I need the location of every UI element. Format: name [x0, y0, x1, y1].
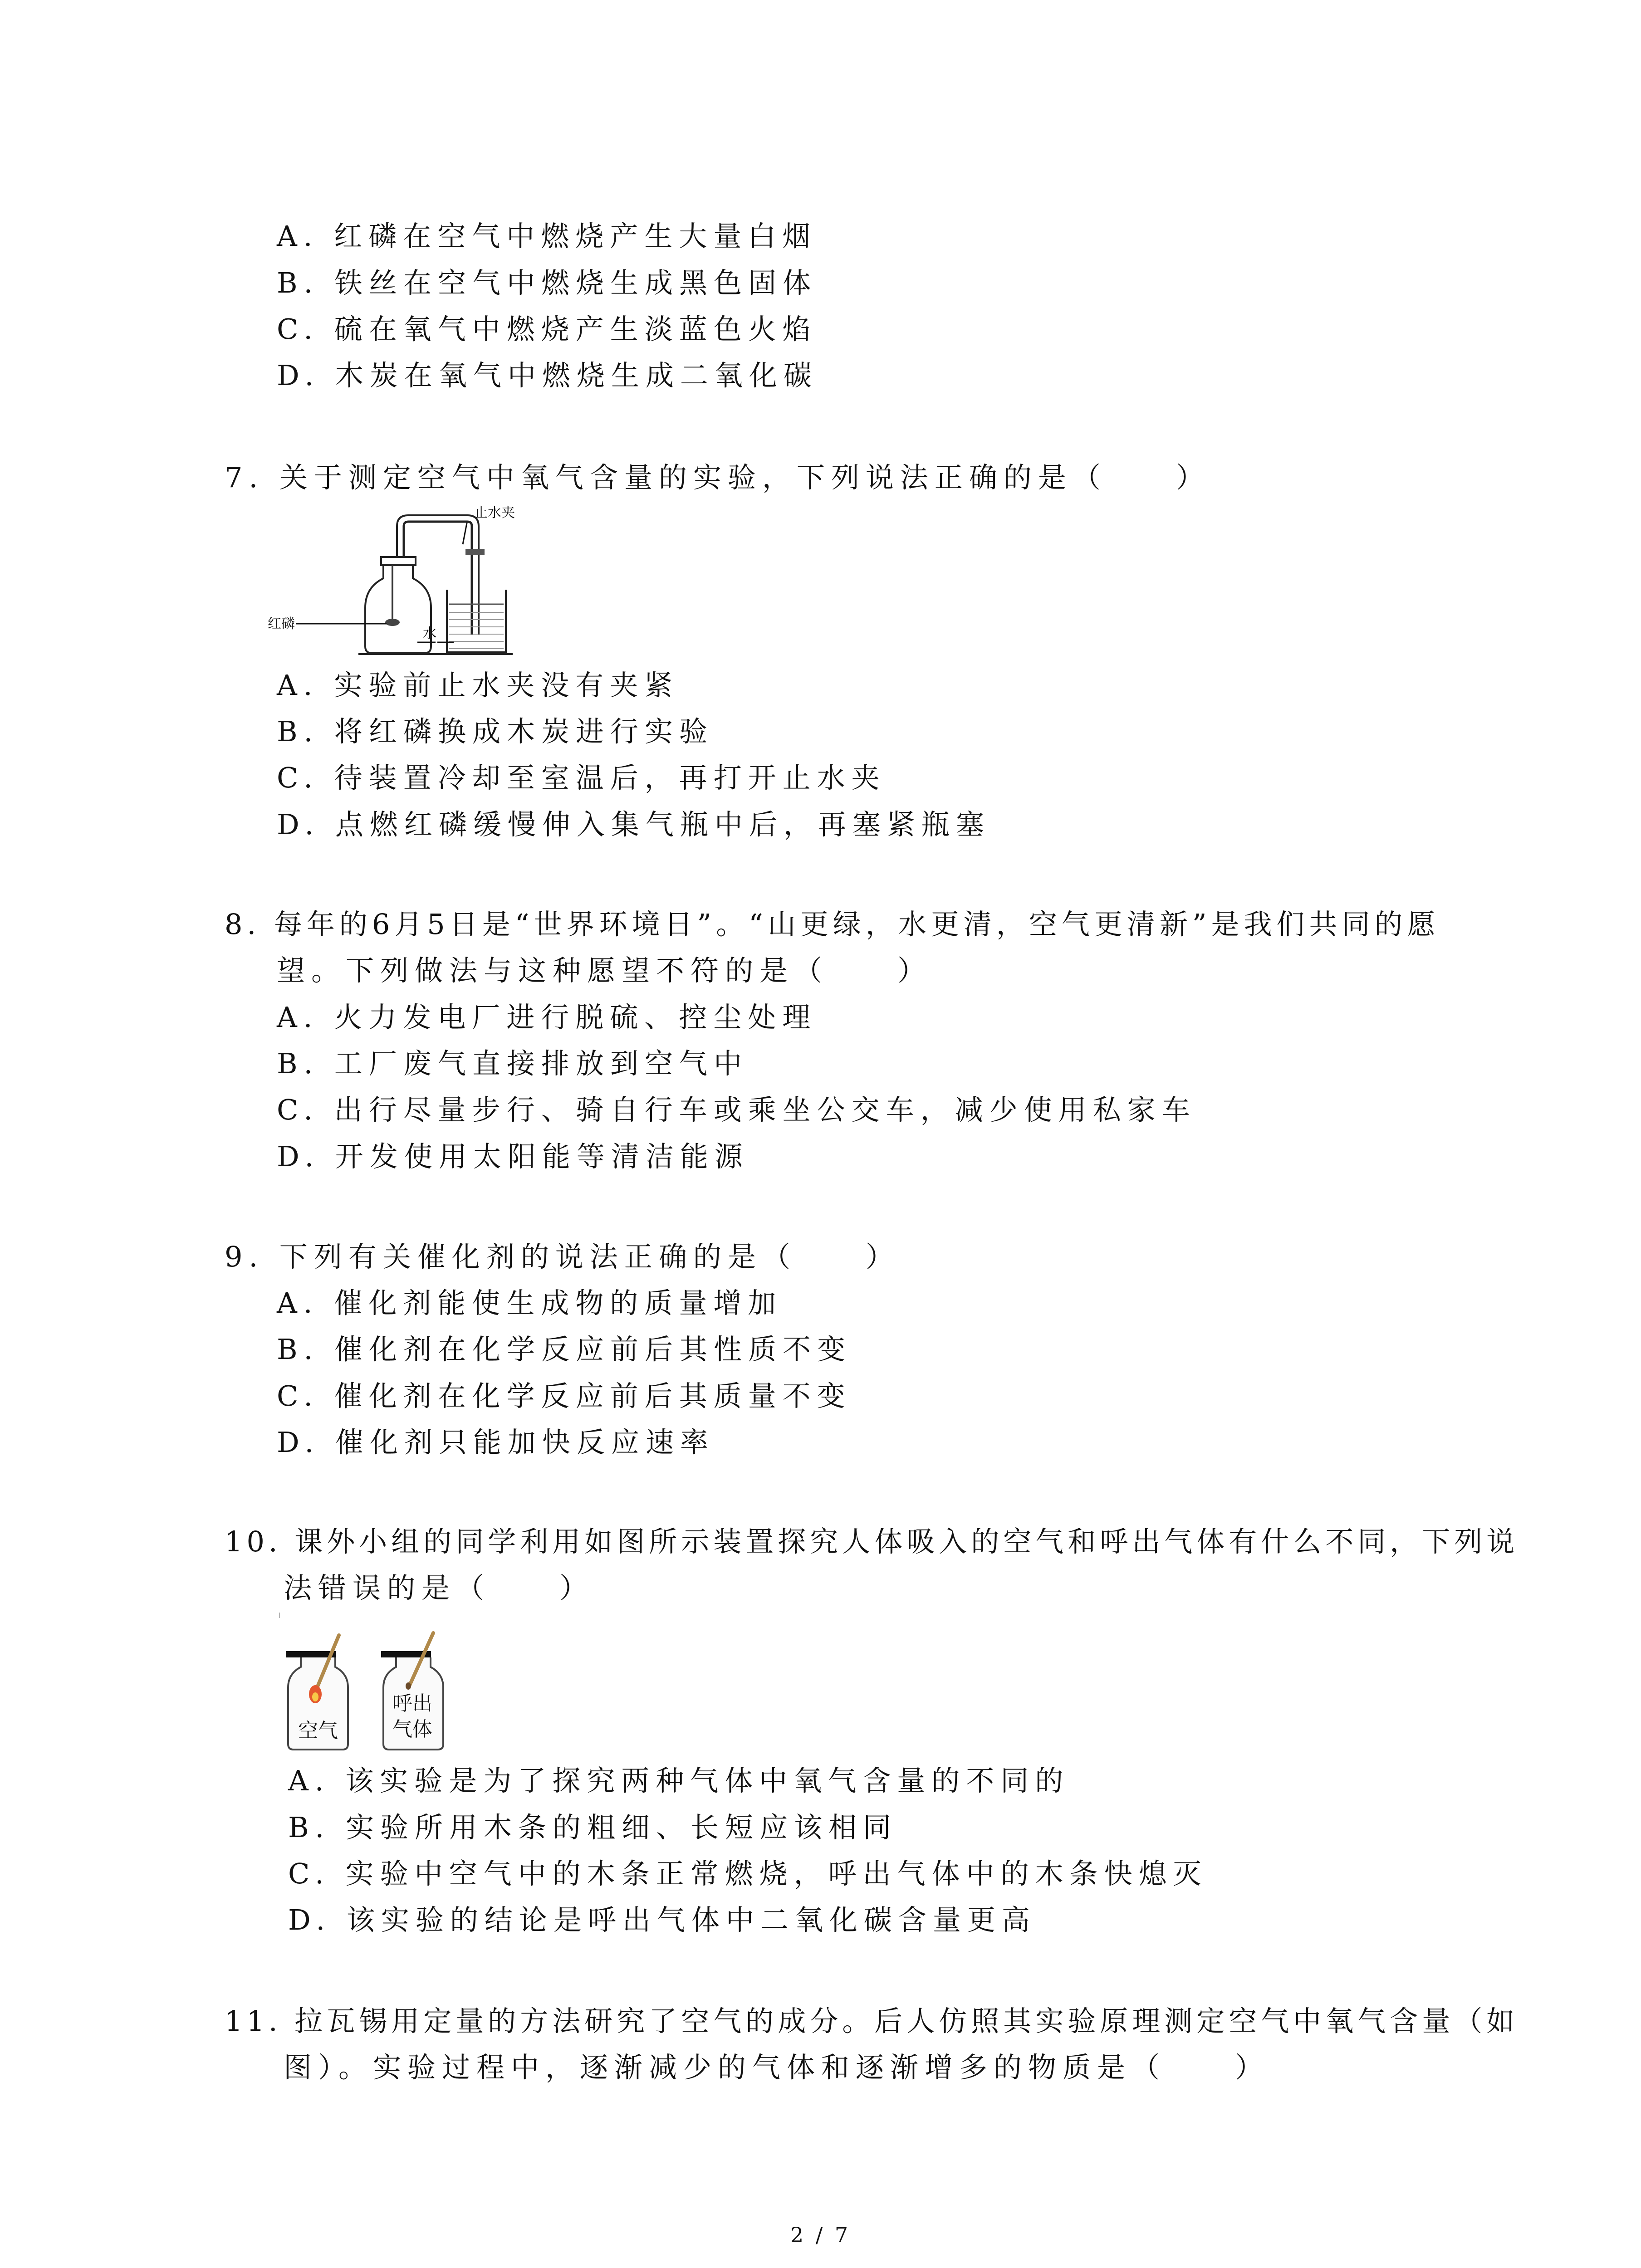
q11-stem-line1: 11. 拉瓦锡用定量的方法研究了空气的成分。后人仿照其实验原理测定空气中氧气含量（如: [225, 2004, 1519, 2038]
q10-option-a: A. 该实验是为了探究两种气体中氧气含量的不同的: [288, 1764, 1070, 1797]
q7-option-b: B. 将红磷换成木炭进行实验: [277, 715, 714, 748]
q6-option-b: B. 铁丝在空气中燃烧生成黑色固体: [277, 266, 817, 299]
q10-bottles-figure: [279, 1608, 470, 1758]
q11-stem-line2: 图）。实验过程中，逐渐减少的气体和逐渐增多的物质是（ ）: [284, 2051, 1270, 2084]
air-bottle: [286, 1635, 348, 1750]
gas-bottle: [365, 562, 431, 653]
exhaled-label-line1: 呼出: [392, 1692, 432, 1715]
q10-stem-line1: 10. 课外小组的同学利用如图所示装置探究人体吸入的空气和呼出气体有什么不同，下列说: [225, 1525, 1519, 1558]
bottle-stopper: [381, 557, 416, 565]
q10-option-b: B. 实验所用木条的粗细、长短应该相同: [288, 1811, 897, 1844]
beaker: [447, 590, 506, 652]
q9-stem: 9. 下列有关催化剂的说法正确的是（ ）: [225, 1240, 900, 1273]
q7-option-d: D. 点燃红磷缓慢伸入集气瓶中后，再塞紧瓶塞: [277, 808, 990, 841]
q8-option-d: D. 开发使用太阳能等清洁能源: [277, 1140, 749, 1173]
q7-apparatus-figure: [268, 499, 522, 662]
q9-option-d: D. 催化剂只能加快反应速率: [277, 1426, 715, 1459]
q8-stem-line1: 8. 每年的6月5日是“世界环境日”。“山更绿，水更清，空气更清新”是我们共同的愿: [225, 908, 1440, 941]
q8-stem-line2: 望。下列做法与这种愿望不符的是（ ）: [277, 954, 932, 987]
q6-option-c: C. 硫在氧气中燃烧产生淡蓝色火焰: [277, 313, 817, 346]
q10-option-c: C. 实验中空气中的木条正常燃烧，呼出气体中的木条快熄灭: [288, 1857, 1208, 1890]
q8-option-c: C. 出行尽量步行、骑自行车或乘坐公交车，减少使用私家车: [277, 1093, 1196, 1126]
q9-option-c: C. 催化剂在化学反应前后其质量不变: [277, 1379, 852, 1413]
page-number: 2 / 7: [790, 2223, 851, 2247]
phosphorus-label: 红磷: [268, 616, 295, 632]
q7-option-a: A. 实验前止水夹没有夹紧: [277, 669, 679, 702]
q6-option-d: D. 木炭在氧气中燃烧生成二氧化碳: [277, 359, 818, 392]
q10-option-d: D. 该实验的结论是呼出气体中二氧化碳含量更高: [288, 1903, 1036, 1936]
q10-stem-line2: 法错误的是（ ）: [284, 1571, 594, 1604]
q7-stem: 7. 关于测定空气中氧气含量的实验，下列说法正确的是（ ）: [225, 461, 1210, 494]
q8-option-b: B. 工厂废气直接排放到空气中: [277, 1047, 748, 1080]
air-label: 空气: [298, 1719, 338, 1742]
q7-option-c: C. 待装置冷却至室温后，再打开止水夹: [277, 761, 886, 794]
water-label: 水: [423, 626, 436, 641]
clamp-label: 止水夹: [474, 505, 515, 521]
q9-option-b: B. 催化剂在化学反应前后其性质不变: [277, 1333, 852, 1366]
exhaled-gas-bottle: [381, 1633, 443, 1750]
q6-option-a: A. 红磷在空气中燃烧产生大量白烟: [277, 220, 817, 253]
q8-option-a: A. 火力发电厂进行脱硫、控尘处理: [277, 1001, 817, 1034]
exhaled-label-line2: 气体: [392, 1718, 432, 1741]
q9-option-a: A. 催化剂能使生成物的质量增加: [277, 1286, 783, 1320]
